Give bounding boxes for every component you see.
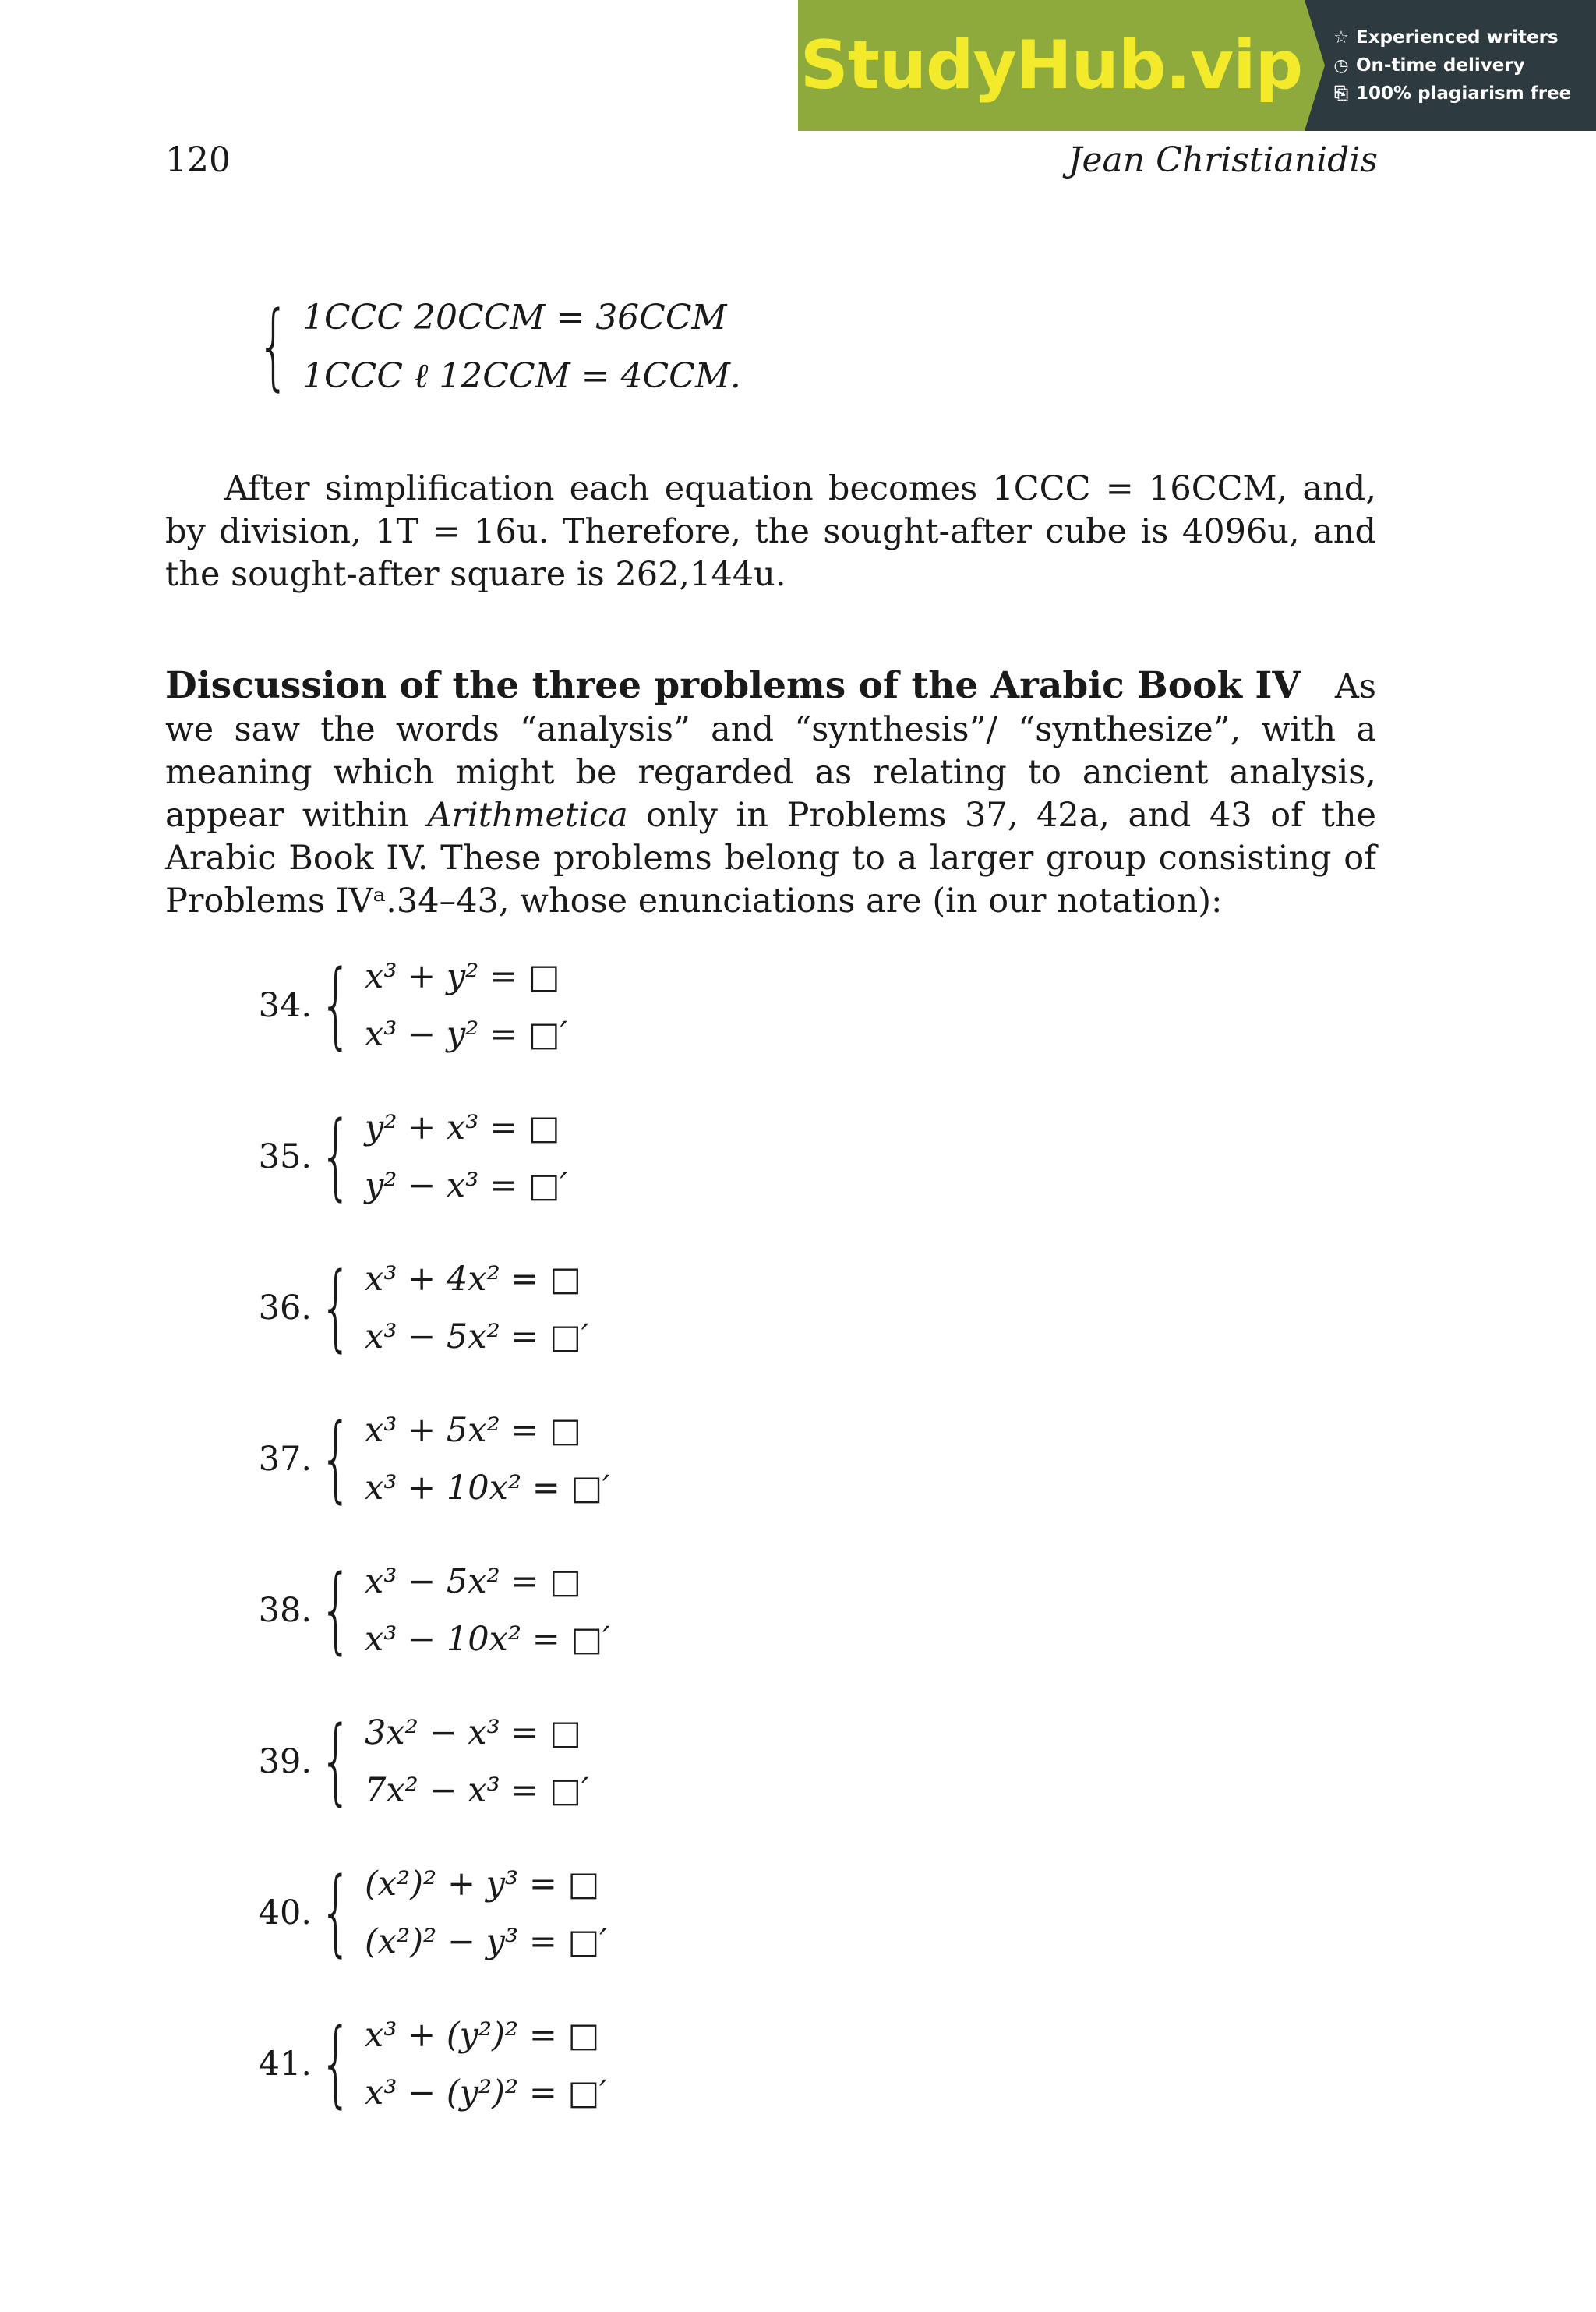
- paragraph-discussion: [165, 664, 1376, 923]
- equation-system: [257, 2010, 607, 2118]
- equation-line: 3x² − x³ = □: [365, 1713, 581, 1752]
- equation-line: (x²)² + y³ = □: [365, 1865, 600, 1904]
- problem-number: 41.: [258, 2045, 312, 2084]
- feature-item: [1333, 83, 1596, 104]
- left-brace: {: [320, 951, 352, 1059]
- equation-line: x³ − y² = □′: [365, 1015, 568, 1054]
- problem-number: 36.: [258, 1289, 312, 1327]
- problem-number: 34.: [258, 986, 312, 1025]
- equation-system: [257, 951, 568, 1059]
- left-brace: {: [320, 1405, 352, 1513]
- equation-line: (x²)² − y³ = □′: [365, 1922, 607, 1961]
- brand-logo[interactable]: [798, 0, 1305, 131]
- equation-line: x³ + 10x² = □′: [365, 1469, 610, 1508]
- equation-line: 1CCC 20CCM = 36CCM: [302, 298, 727, 338]
- equation-line: x³ + (y²)² = □: [365, 2016, 600, 2055]
- problem-number: 39.: [258, 1742, 312, 1781]
- equation-system: [257, 1253, 589, 1362]
- equation-system-top: [257, 292, 741, 401]
- ad-banner[interactable]: [798, 0, 1596, 131]
- equation-system: [257, 1556, 610, 1664]
- banner-chevron: [1305, 0, 1325, 131]
- equation-line: x³ + 5x² = □: [365, 1411, 581, 1450]
- work-title: Arithmetica: [427, 796, 628, 835]
- left-brace: {: [320, 1858, 352, 1967]
- equation-line: x³ − 5x² = □′: [365, 1317, 589, 1356]
- problem-number: 37.: [258, 1440, 312, 1479]
- discussion-text: only in Problems 37, 42a, and 43 of the Arabic Book IV. These problems belong to a larger group consisting of Problems IVᵃ.34–43, whose enunciations are (in our notation):: [165, 796, 1376, 921]
- left-brace: {: [320, 1707, 352, 1815]
- discussion-text: As we saw the words “analysis” and “synthesis”/ “synthesize”, with a meaning which might be regarded as relating to ancient analysis, appear within: [165, 667, 1376, 835]
- running-head-author: Jean Christianidis: [1068, 140, 1378, 180]
- feature-item: [1333, 55, 1596, 76]
- equation-line: 7x² − x³ = □′: [365, 1771, 589, 1810]
- feature-label: Experienced writers: [1356, 27, 1559, 48]
- equation-line: y² + x³ = □: [365, 1108, 560, 1147]
- equation-line: x³ − 5x² = □: [365, 1562, 581, 1601]
- section-heading: Discussion of the three problems of the Arabic Book IV: [165, 664, 1301, 707]
- left-brace: {: [320, 1556, 352, 1664]
- paragraph-simplification: After simplification each equation becomes 1CCC = 16CCM, and, by division, 1T = 16u. Therefore, the sought-after cube is 4096u, and the sought-after square is 262,144u.: [165, 469, 1376, 594]
- star-outline-icon: ☆: [1333, 27, 1349, 48]
- copy-icon: ⎘: [1334, 83, 1348, 104]
- left-brace: {: [320, 1102, 352, 1211]
- feature-item: [1333, 27, 1596, 48]
- equation-system: [257, 1405, 610, 1513]
- equation-line: x³ − (y²)² = □′: [365, 2073, 607, 2112]
- equation-line: y² − x³ = □′: [365, 1166, 568, 1205]
- feature-label: 100% plagiarism free: [1356, 83, 1572, 104]
- equation-line: 1CCC ℓ 12CCM = 4CCM.: [302, 356, 741, 396]
- problem-number: 38.: [258, 1591, 312, 1630]
- equation-line: x³ + 4x² = □: [365, 1260, 581, 1299]
- equation-system: [257, 1102, 568, 1211]
- problem-number: 35.: [258, 1137, 312, 1176]
- equation-line: x³ + y² = □: [365, 957, 560, 996]
- left-brace: {: [320, 2010, 352, 2118]
- equation-system: [257, 1858, 607, 1967]
- left-brace: {: [320, 1253, 352, 1362]
- feature-label: On-time delivery: [1356, 55, 1525, 76]
- left-brace: {: [257, 292, 290, 401]
- problem-number: 40.: [258, 1893, 312, 1932]
- page-number: 120: [165, 140, 231, 180]
- equation-line: x³ − 10x² = □′: [365, 1620, 610, 1659]
- equation-system: [257, 1707, 589, 1815]
- brand-name: StudyHub.vip: [800, 27, 1303, 104]
- feature-list: [1305, 0, 1596, 131]
- clock-icon: ◷: [1333, 55, 1349, 76]
